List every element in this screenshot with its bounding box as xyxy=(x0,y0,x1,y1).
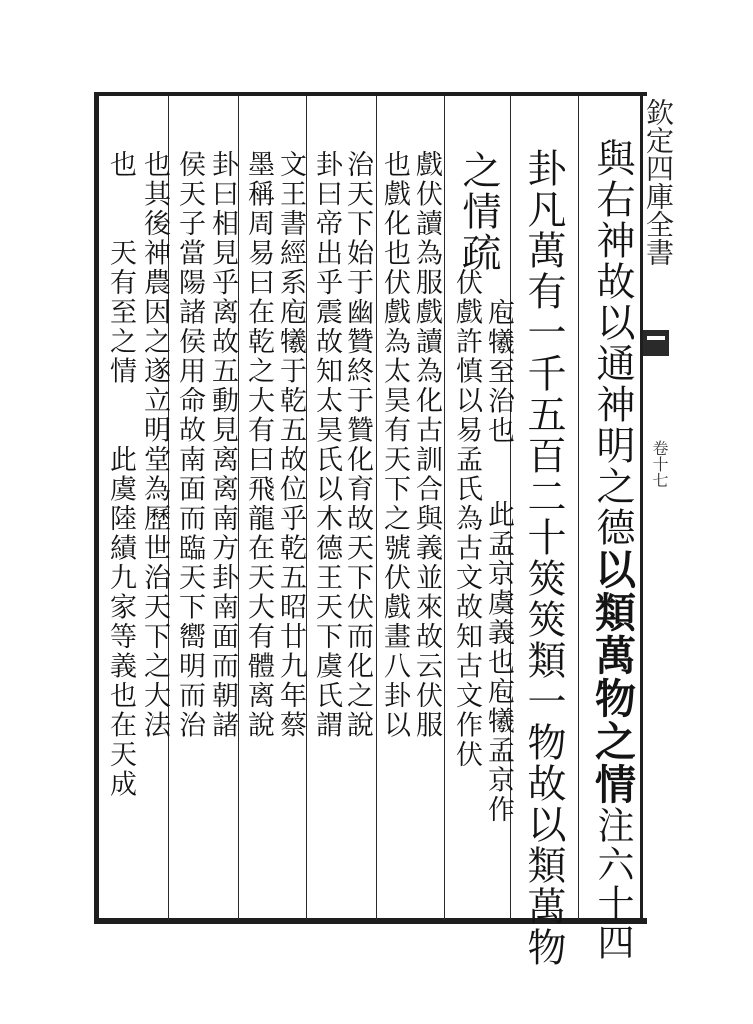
commentary-text: 伏戲許慎以易孟氏為古文故知古文作伏 xyxy=(451,268,482,770)
commentary-column-6 xyxy=(341,150,374,740)
commentary-column-3a xyxy=(482,298,515,446)
commentary-start: 注六十四 xyxy=(591,806,634,962)
column-divider xyxy=(376,96,377,920)
commentary-column-3c xyxy=(482,500,515,825)
text-column-3 xyxy=(456,150,500,274)
commentary-column-13 xyxy=(104,150,137,799)
commentary-text: 卦曰帝出乎震故知太昊氏以木德王天下虞氏謂 xyxy=(311,150,342,740)
commentary-text: 侯天子當陽諸侯用命故南面而臨天下嚮明而治 xyxy=(174,150,205,740)
commentary-text: 也 天有至之情 此虞陸績九家等義也在天成 xyxy=(105,150,136,799)
text-column-2 xyxy=(521,148,565,968)
commentary-text: 此孟京虞義也庖犧孟京作 xyxy=(483,500,514,825)
commentary-column-5 xyxy=(378,150,411,740)
commentary-column-8 xyxy=(274,150,307,740)
commentary-text: 也戲化也伏戲為太昊有天下之號伏戲畫八卦以 xyxy=(379,150,410,740)
commentary-text: 庖犧至治也 xyxy=(483,298,514,446)
commentary-column-4 xyxy=(410,150,443,740)
commentary-column-12 xyxy=(138,150,171,740)
commentary-text: 也其後神農因之遂立明堂為歷世治天下之大法 xyxy=(139,150,170,740)
commentary-column-10 xyxy=(206,150,239,740)
column-divider xyxy=(578,96,579,920)
main-text-emphasis: 以類萬物之情 xyxy=(588,548,636,806)
commentary-column-3b xyxy=(450,268,483,770)
main-text: 之情 xyxy=(456,150,501,232)
text-column-1 xyxy=(590,138,634,962)
margin-volume-label: 卷十七 xyxy=(650,440,669,488)
commentary-column-9 xyxy=(242,150,275,740)
commentary-text: 治天下始于幽贊終于贊化育故天下伏而化之說 xyxy=(342,150,373,740)
fish-tail-mark xyxy=(643,330,669,356)
commentary-text: 戲伏讀為服戲讀為化古訓合與義並來故云伏服 xyxy=(411,150,442,740)
commentary-column-11 xyxy=(173,150,206,740)
commentary-column-7 xyxy=(310,150,343,740)
commentary-text: 卦曰相見乎离故五動見离离南方卦南面而朝諸 xyxy=(207,150,238,740)
main-text: 卦凡萬有一千五百二十筴筴類一物故以類萬物 xyxy=(521,148,566,968)
main-text: 與右神故以通神明之德 xyxy=(590,138,635,548)
margin-book-title: 欽定四庫全書 xyxy=(642,98,675,266)
shu-marker: 疏 xyxy=(455,232,501,274)
column-divider xyxy=(444,96,445,920)
commentary-text: 墨稱周易曰在乾之大有曰飛龍在天大有體离說 xyxy=(243,150,274,740)
commentary-text: 文王書經系庖犧于乾五故位乎乾五昭廿九年蔡 xyxy=(275,150,306,740)
